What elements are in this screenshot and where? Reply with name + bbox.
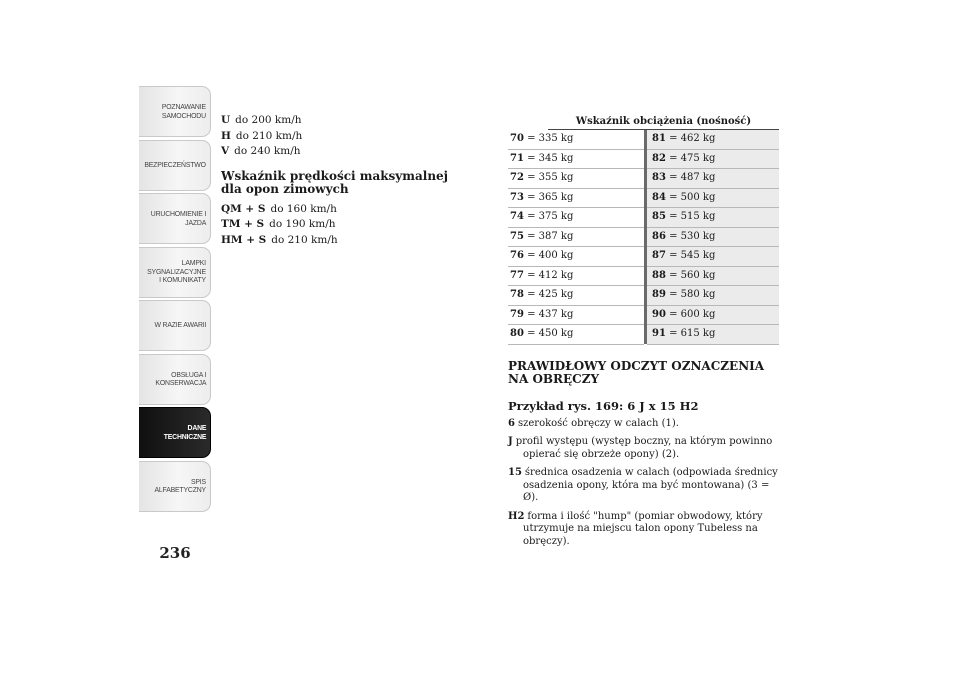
load-index-value: = 345 kg: [527, 152, 574, 164]
load-index-code: 76: [510, 250, 524, 261]
load-index-code: 74: [510, 211, 524, 222]
tab-lampki-sygnalizacyjne[interactable]: [139, 247, 211, 298]
rim-code: 15: [508, 467, 522, 478]
tab-uruchomienie-i-jazda[interactable]: [139, 193, 211, 244]
table-row: [508, 188, 779, 208]
load-index-value: = 365 kg: [527, 191, 574, 203]
section-tabs: [139, 86, 211, 514]
speed-code-item: [221, 113, 471, 129]
load-cell-right: [647, 305, 779, 325]
speed-index-section: [221, 113, 471, 248]
winter-value: do 210 km/h: [271, 233, 338, 246]
tab-label: BEZPIECZEŃSTWO: [144, 159, 206, 169]
tab-poznawanie-samochodu[interactable]: [139, 86, 211, 137]
load-index-code: 80: [510, 328, 524, 339]
load-cell-left: [508, 266, 644, 286]
load-index-section: [508, 115, 779, 554]
winter-value: do 190 km/h: [269, 218, 336, 230]
winter-tyre-heading: Wskaźnik prędkości maksymalnej dla opon zimowych: [221, 168, 449, 196]
tab-label: LAMPKI SYGNALIZACYJNE I KOMUNIKATY: [147, 258, 206, 285]
speed-code-item: [221, 129, 471, 145]
tab-label: POZNAWANIE SAMOCHODU: [161, 102, 206, 120]
load-index-code: 88: [652, 269, 666, 281]
tab-label: SPIS ALFABETYCZNY: [154, 476, 206, 494]
load-cell-left: [508, 169, 644, 189]
load-table-title: Wskaźnik obciążenia (nośność): [548, 115, 779, 130]
load-cell-left: [508, 325, 644, 345]
load-cell-left: [508, 247, 644, 267]
table-row: [508, 227, 779, 247]
load-index-value: = 375 kg: [527, 211, 574, 222]
load-cell-right: [647, 208, 779, 228]
load-index-value: = 580 kg: [669, 289, 716, 300]
winter-code: QM + S: [221, 202, 266, 215]
load-cell-right: [647, 266, 779, 286]
load-cell-left: [508, 286, 644, 306]
load-index-value: = 355 kg: [527, 172, 574, 183]
load-index-code: 77: [510, 269, 524, 281]
load-index-code: 71: [510, 152, 524, 164]
rim-code: H2: [508, 510, 525, 522]
load-index-code: 91: [652, 328, 666, 339]
table-row: [508, 305, 779, 325]
load-index-value: = 487 kg: [669, 172, 716, 183]
rim-definition-item: [508, 467, 779, 505]
tab-label: W RAZIE AWARII: [154, 320, 206, 330]
load-index-value: = 412 kg: [527, 269, 574, 281]
load-index-code: 83: [652, 172, 666, 183]
tab-label: OBSŁUGA I KONSERWACJA: [155, 369, 206, 387]
load-cell-right: [647, 227, 779, 247]
load-index-value: = 600 kg: [669, 308, 716, 320]
winter-code-item: [221, 217, 471, 233]
page-number: 236: [159, 544, 191, 562]
load-index-value: = 515 kg: [669, 211, 716, 222]
speed-code-item: [221, 144, 471, 160]
table-row: [508, 247, 779, 267]
load-index-code: 84: [652, 191, 666, 203]
rim-example-heading: Przykład rys. 169: 6 J x 15 H2: [508, 398, 699, 413]
load-cell-left: [508, 130, 644, 149]
load-index-code: 75: [510, 230, 524, 242]
load-index-value: = 500 kg: [669, 191, 716, 203]
rim-code: J: [508, 436, 513, 447]
load-index-code: 70: [510, 133, 524, 144]
load-cell-left: [508, 305, 644, 325]
load-cell-left: [508, 149, 644, 169]
load-cell-right: [647, 130, 779, 149]
tab-label: DANE TECHNICZNE: [163, 423, 206, 441]
table-row: [508, 149, 779, 169]
load-cell-right: [647, 286, 779, 306]
speed-code: U: [221, 114, 231, 126]
speed-value: do 200 km/h: [235, 114, 302, 126]
winter-value: do 160 km/h: [270, 202, 337, 215]
load-index-code: 85: [652, 211, 666, 222]
table-row: [508, 208, 779, 228]
rim-description: średnica osadzenia w calach (odpowiada średnicy osadzenia opony, która ma być montowana) (3 = Ø).: [523, 467, 778, 503]
table-row: [508, 169, 779, 189]
load-index-value: = 437 kg: [527, 308, 574, 320]
rim-code: 6: [508, 417, 515, 429]
tab-spis-alfabetyczny[interactable]: [139, 461, 211, 512]
load-index-value: = 545 kg: [669, 250, 716, 261]
load-cell-right: [647, 169, 779, 189]
rim-description: profil występu (występ boczny, na którym powinno opierać się obrzeże opony) (2).: [515, 436, 773, 460]
table-row: [508, 325, 779, 345]
load-cell-right: [647, 325, 779, 345]
load-index-value: = 462 kg: [669, 133, 716, 144]
load-index-code: 86: [652, 230, 666, 242]
load-index-rows: [508, 130, 779, 344]
load-index-value: = 400 kg: [527, 250, 574, 261]
load-cell-right: [647, 188, 779, 208]
load-index-code: 87: [652, 250, 666, 261]
tab-label: URUCHOMIENIE I JAZDA: [150, 209, 206, 227]
rim-description: forma i ilość "hump" (pomiar obwodowy, który utrzymuje na miejscu talon opony Tubeless na obręczy).: [523, 510, 763, 547]
winter-code-item: [221, 202, 471, 218]
load-index-value: = 530 kg: [669, 230, 716, 242]
winter-code: HM + S: [221, 233, 267, 246]
table-row: [508, 130, 779, 149]
load-index-value: = 475 kg: [669, 152, 716, 164]
load-index-value: = 387 kg: [527, 230, 574, 242]
load-index-value: = 560 kg: [669, 269, 716, 281]
winter-code-item: [221, 233, 471, 249]
speed-code: H: [221, 129, 231, 142]
load-index-code: 81: [652, 133, 666, 144]
load-index-value: = 615 kg: [669, 328, 716, 339]
table-row: [508, 286, 779, 306]
load-index-code: 89: [652, 289, 666, 300]
load-index-value: = 450 kg: [527, 328, 574, 339]
tab-w-razie-awarii[interactable]: [139, 300, 211, 351]
load-index-code: 72: [510, 172, 524, 183]
speed-code: V: [221, 145, 230, 157]
load-cell-right: [647, 149, 779, 169]
load-index-code: 78: [510, 289, 524, 300]
tab-obsluga-i-konserwacja[interactable]: [139, 354, 211, 405]
speed-value: do 240 km/h: [234, 145, 301, 157]
speed-value: do 210 km/h: [235, 129, 303, 142]
rim-marking-title: PRAWIDŁOWY ODCZYT OZNACZENIA NA OBRĘCZY: [508, 358, 765, 386]
rim-description: szerokość obręczy w calach (1).: [517, 417, 679, 429]
load-cell-left: [508, 188, 644, 208]
tab-bezpieczenstwo[interactable]: [139, 140, 211, 191]
load-index-table: [508, 130, 779, 345]
load-cell-right: [647, 247, 779, 267]
load-index-code: 73: [510, 191, 524, 203]
load-index-value: = 425 kg: [527, 289, 574, 300]
rim-definitions: [508, 418, 779, 549]
load-index-value: = 335 kg: [527, 133, 574, 144]
tab-dane-techniczne[interactable]: [139, 407, 211, 458]
winter-code: TM + S: [221, 218, 265, 230]
load-index-code: 82: [652, 152, 666, 164]
load-cell-left: [508, 227, 644, 247]
rim-definition-item: [508, 436, 779, 461]
rim-definition-item: [508, 418, 779, 431]
load-cell-left: [508, 208, 644, 228]
load-index-code: 79: [510, 308, 524, 320]
rim-definition-item: [508, 511, 779, 549]
table-row: [508, 266, 779, 286]
load-index-code: 90: [652, 308, 666, 320]
